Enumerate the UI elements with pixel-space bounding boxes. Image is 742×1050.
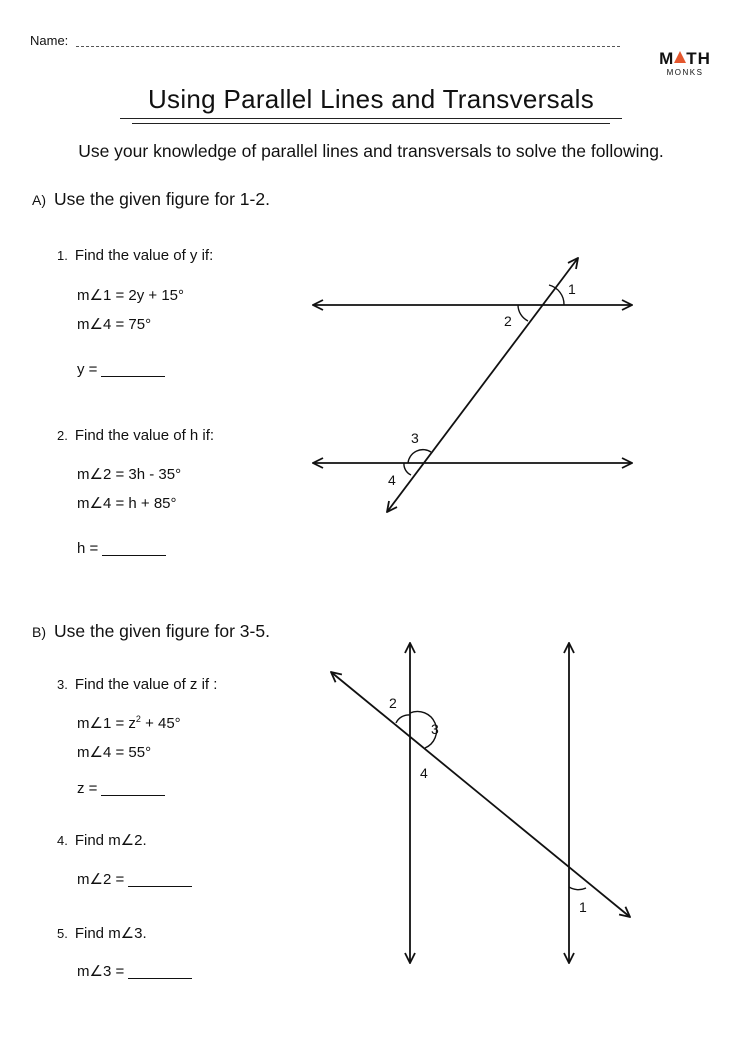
angle-label-3: 3	[411, 430, 419, 446]
question-text: Find the value of y if:	[74, 247, 214, 264]
transversal-line	[331, 672, 630, 917]
angle-label-4: 4	[420, 765, 428, 781]
section-a-text: Use the given figure for 1-2.	[54, 189, 270, 209]
section-a-letter: A)	[32, 192, 46, 208]
angle-label-1: 1	[579, 899, 587, 915]
question-number: 4.	[57, 833, 68, 848]
q2-equation-1: m∠2 = 3h - 35°	[77, 466, 182, 483]
question-number: 5.	[57, 926, 68, 941]
question-text: Find the value of h if:	[74, 427, 215, 444]
answer-label: m∠3 =	[77, 963, 125, 980]
answer-label: y =	[77, 361, 98, 378]
question-text: Find the value of z if :	[74, 676, 218, 693]
question-text: Find m∠2.	[74, 832, 147, 849]
answer-label: h =	[77, 540, 99, 557]
q1-equation-1: m∠1 = 2y + 15°	[77, 287, 184, 304]
question-number: 2.	[57, 428, 68, 443]
angle-label-4: 4	[388, 472, 396, 488]
angle-1-arc	[569, 887, 586, 890]
equation-part: m∠1 = z	[77, 715, 136, 732]
section-b-text: Use the given figure for 3-5.	[54, 621, 270, 641]
exponent: 2	[135, 714, 141, 724]
logo-subtitle: MONKS	[666, 68, 704, 77]
worksheet-title: Using Parallel Lines and Transversals	[147, 84, 595, 114]
angle-label-3: 3	[431, 721, 439, 737]
instructions: Use your knowledge of parallel lines and transversals to solve the following.	[78, 141, 664, 161]
angle-label-1: 1	[568, 281, 576, 297]
question-number: 3.	[57, 677, 68, 692]
angle-2-arc	[396, 715, 410, 723]
q2-equation-2: m∠4 = h + 85°	[77, 495, 177, 512]
answer-label: m∠2 =	[77, 871, 125, 888]
angle-label-2: 2	[389, 695, 397, 711]
q1-equation-2: m∠4 = 75°	[77, 316, 152, 333]
logo-m: M	[659, 49, 675, 68]
name-label: Name:	[30, 33, 69, 48]
question-text: Find m∠3.	[74, 925, 147, 942]
q3-equation-2: m∠4 = 55°	[77, 744, 152, 761]
angle-label-2: 2	[504, 313, 512, 329]
answer-label: z =	[77, 780, 98, 797]
question-number: 1.	[57, 248, 68, 263]
section-b-letter: B)	[32, 624, 46, 640]
logo-th: TH	[686, 49, 711, 68]
equation-part: + 45°	[140, 715, 181, 732]
